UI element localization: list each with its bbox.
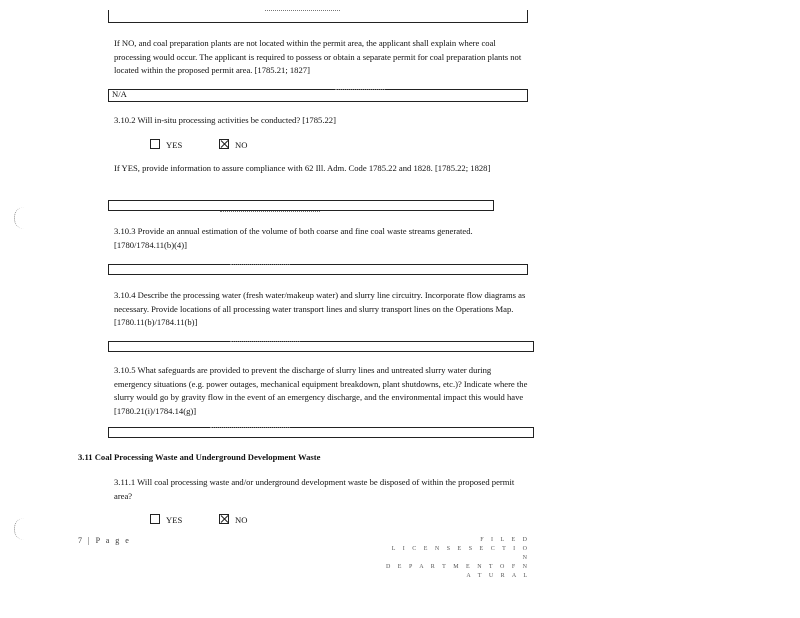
question-3-10-2: 3.10.2 Will in-situ processing activities be conducted? [1785.22] (114, 115, 336, 125)
box-3-10-5-dotted-line (210, 427, 290, 428)
question-3-10-4: 3.10.4 Describe the processing water (fresh water/makeup water) and slurry line circuitry. Incorporate flow diagrams as necessary. Provide locations of all processing water transport lines and slurry transport lines on the Operations Map. [1780.11(b)/1784.11(b)] (114, 290, 526, 327)
option-no-label: NO (235, 140, 248, 150)
binder-hole-mark-lower (14, 518, 29, 540)
option-yes-label: YES (166, 515, 183, 525)
binder-hole-mark-upper (14, 207, 29, 229)
section-heading-3-11: 3.11 Coal Processing Waste and Underground Development Waste (78, 452, 321, 462)
checkbox-no-3-11-1-checked[interactable] (219, 514, 229, 524)
answer-box-3-10-5[interactable] (108, 427, 534, 438)
checkbox-yes-3-11-1[interactable] (150, 514, 160, 524)
option-no-label: NO (235, 515, 248, 525)
box-3-10-3-dotted-line (230, 264, 290, 265)
question-3-11-1: 3.11.1 Will coal processing waste and/or underground development waste be disposed of within the proposed permit area? (114, 477, 515, 501)
answer-box-3-10-2[interactable] (108, 200, 494, 211)
box-na-dotted-line (335, 89, 385, 90)
box-3-10-4-dotted-line (230, 341, 300, 342)
box-top-dotted-line (265, 10, 340, 11)
question-3-10-5: 3.10.5 What safeguards are provided to prevent the discharge of slurry lines and untreated slurry water during emergency situations (e.g. power outages, mechanical equipment breakdown, plant shutdowns, etc.)? Indicate where the slurry would go by gravity flow in the event of an emergency discharge, and the environmental impact this would have [1780.21(i)/1784.14(g)] (114, 365, 528, 416)
checkbox-no-3-10-2-checked[interactable] (219, 139, 229, 149)
question-3-10-3: 3.10.3 Provide an annual estimation of the volume of both coarse and fine coal waste streams generated. [1780/1784.11(b)(4)] (114, 226, 473, 250)
option-yes-3-11-1[interactable] (150, 514, 182, 525)
stamp-line-1: F I L E D (480, 537, 530, 543)
box-3-10-2-dotted-line (220, 211, 320, 212)
answer-box-na[interactable] (108, 89, 528, 102)
footer-page-number: 7 | P a g e (78, 536, 131, 545)
paragraph-no-prep-plant: If NO, and coal preparation plants are not located within the permit area, the applicant shall explain where coal processing would occur. The applicant is required to possess or obtain a separate permit for coal preparation plants not located within the proposed permit area. [1785.21; 1827] (114, 38, 522, 75)
option-yes-3-10-2[interactable] (150, 139, 182, 150)
answer-na-text: N/A (112, 89, 127, 99)
stamp-line-3: D E P A R T M E N T O F N A T U R A L (385, 564, 530, 579)
option-yes-label: YES (166, 140, 183, 150)
option-no-3-11-1[interactable] (219, 514, 247, 525)
filing-stamp (380, 536, 530, 581)
checkbox-yes-3-10-2[interactable] (150, 139, 160, 149)
option-no-3-10-2[interactable] (219, 139, 247, 150)
answer-box-3-10-3[interactable] (108, 264, 528, 275)
stamp-line-2: L I C E N S E S E C T I O N (391, 546, 530, 561)
paragraph-if-yes: If YES, provide information to assure compliance with 62 Ill. Adm. Code 1785.22 and 1828. [1785.22; 1828] (114, 163, 491, 173)
answer-box-top[interactable] (108, 10, 528, 23)
answer-box-3-10-4[interactable] (108, 341, 534, 352)
